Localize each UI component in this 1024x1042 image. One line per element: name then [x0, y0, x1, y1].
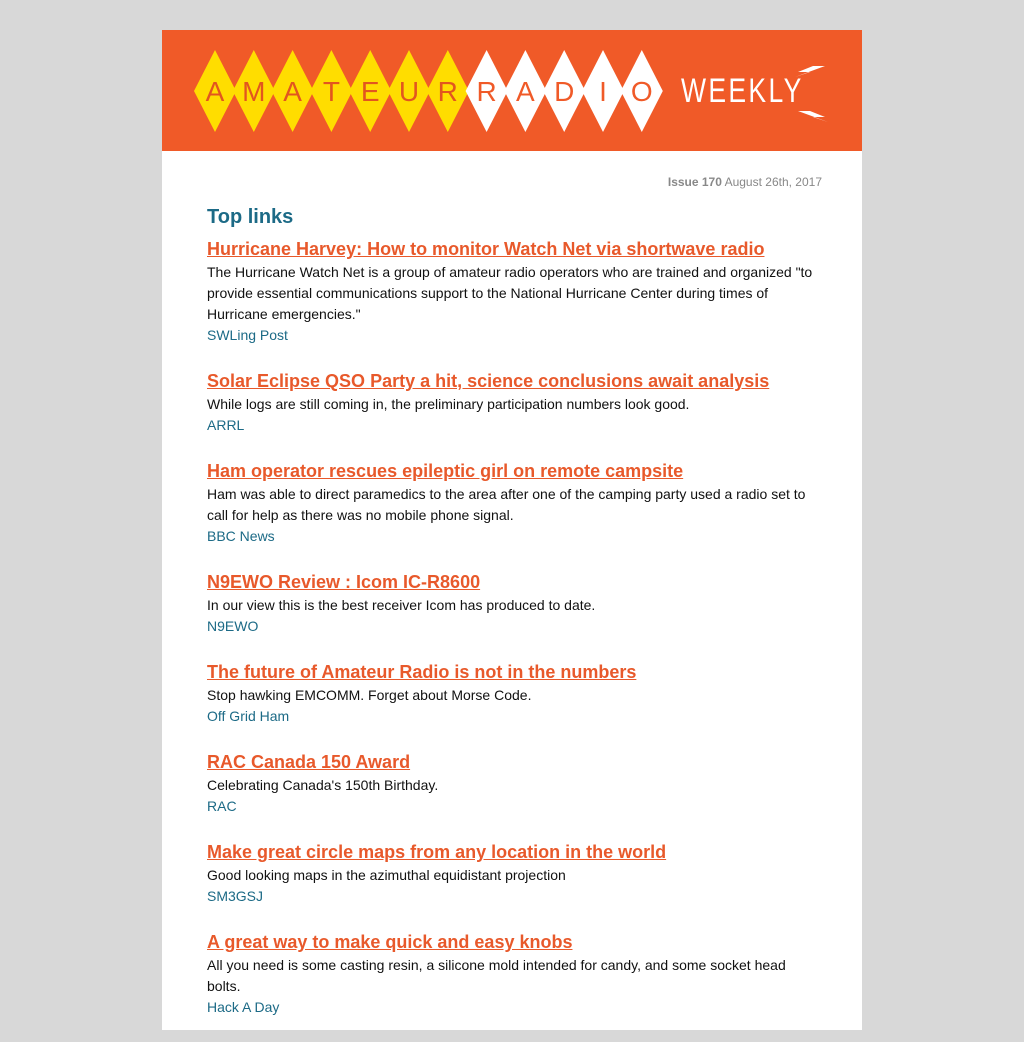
issue-line	[668, 175, 822, 189]
article-link[interactable]: Solar Eclipse QSO Party a hit, science conclusions await analysis	[207, 371, 770, 391]
article-description: In our view this is the best receiver Icom has produced to date.	[207, 597, 596, 613]
section-title: Top links	[207, 206, 294, 228]
logo-letter-diamond	[582, 50, 624, 132]
article-description: Ham was able to direct paramedics to the area after one of the camping party used a radio set to call for help as there was no mobile phone signal.	[207, 486, 806, 523]
logo-letter: A	[283, 76, 302, 107]
logo-letter-diamond	[310, 50, 352, 132]
article-link[interactable]: N9EWO Review : Icom IC-R8600	[207, 572, 481, 592]
newsletter-page	[162, 30, 862, 1030]
list-item	[207, 370, 822, 436]
article-source[interactable]: BBC News	[207, 528, 275, 544]
main-content	[207, 206, 822, 1042]
logo-letter: T	[322, 76, 340, 107]
logo-letter: O	[630, 76, 653, 107]
logo-letter-diamond	[233, 50, 275, 132]
article-link[interactable]: Hurricane Harvey: How to monitor Watch Net via shortwave radio	[207, 239, 765, 259]
article-source[interactable]: Hack A Day	[207, 999, 280, 1015]
logo-letter-diamond	[427, 50, 469, 132]
list-item	[207, 661, 822, 727]
article-source[interactable]: SM3GSJ	[207, 888, 264, 904]
article-description: While logs are still coming in, the preliminary participation numbers look good.	[207, 396, 690, 412]
logo-letter: M	[242, 76, 266, 107]
logo-letter-diamond	[621, 50, 663, 132]
article-source[interactable]: SWLing Post	[207, 327, 288, 343]
logo-letter-diamond	[504, 50, 546, 132]
list-item	[207, 238, 822, 346]
logo-letter: E	[360, 76, 380, 107]
masthead-weekly: WEEKLY	[681, 72, 804, 110]
logo-letter: R	[437, 76, 458, 107]
article-link[interactable]: Make great circle maps from any location in the world	[207, 842, 667, 862]
list-item	[207, 571, 822, 637]
logo-letter-diamond	[388, 50, 430, 132]
issue-date: August 26th, 2017	[724, 175, 822, 189]
logo-letter: I	[599, 76, 607, 107]
logo-letter-diamond	[194, 50, 236, 132]
article-description: Celebrating Canada's 150th Birthday.	[207, 777, 439, 793]
article-link[interactable]: A great way to make quick and easy knobs	[207, 932, 573, 952]
list-item	[207, 931, 822, 1018]
article-link[interactable]: The future of Amateur Radio is not in the numbers	[207, 662, 637, 682]
article-source[interactable]: ARRL	[207, 417, 245, 433]
article-description: The Hurricane Watch Net is a group of amateur radio operators who are trained and organized "to provide essential communications support to the National Hurricane Center during times of Hurricane emergencies."	[207, 264, 813, 322]
article-source[interactable]: Off Grid Ham	[207, 708, 290, 724]
article-description: Good looking maps in the azimuthal equidistant projection	[207, 867, 566, 883]
logo-letter: D	[554, 76, 575, 107]
logo-letter-diamond	[543, 50, 585, 132]
article-link[interactable]: RAC Canada 150 Award	[207, 752, 411, 772]
article-source[interactable]: N9EWO	[207, 618, 259, 634]
logo-letter-diamond	[349, 50, 391, 132]
logo-letter: R	[476, 76, 497, 107]
logo-letter: A	[516, 76, 535, 107]
logo-letter: U	[398, 76, 420, 107]
article-link[interactable]: Ham operator rescues epileptic girl on remote campsite	[207, 461, 684, 481]
article-description: All you need is some casting resin, a silicone mold intended for candy, and some socket head bolts.	[207, 957, 786, 994]
logo-letter-diamond	[272, 50, 314, 132]
list-item	[207, 460, 822, 547]
issue-number: Issue 170	[667, 175, 722, 189]
list-item	[207, 751, 822, 817]
logo-letter-diamond	[466, 50, 508, 132]
logo-letter: A	[205, 76, 225, 107]
masthead-banner	[162, 30, 862, 151]
list-item	[207, 841, 822, 907]
article-description: Stop hawking EMCOMM. Forget about Morse Code.	[207, 687, 532, 703]
article-source[interactable]: RAC	[207, 798, 237, 814]
